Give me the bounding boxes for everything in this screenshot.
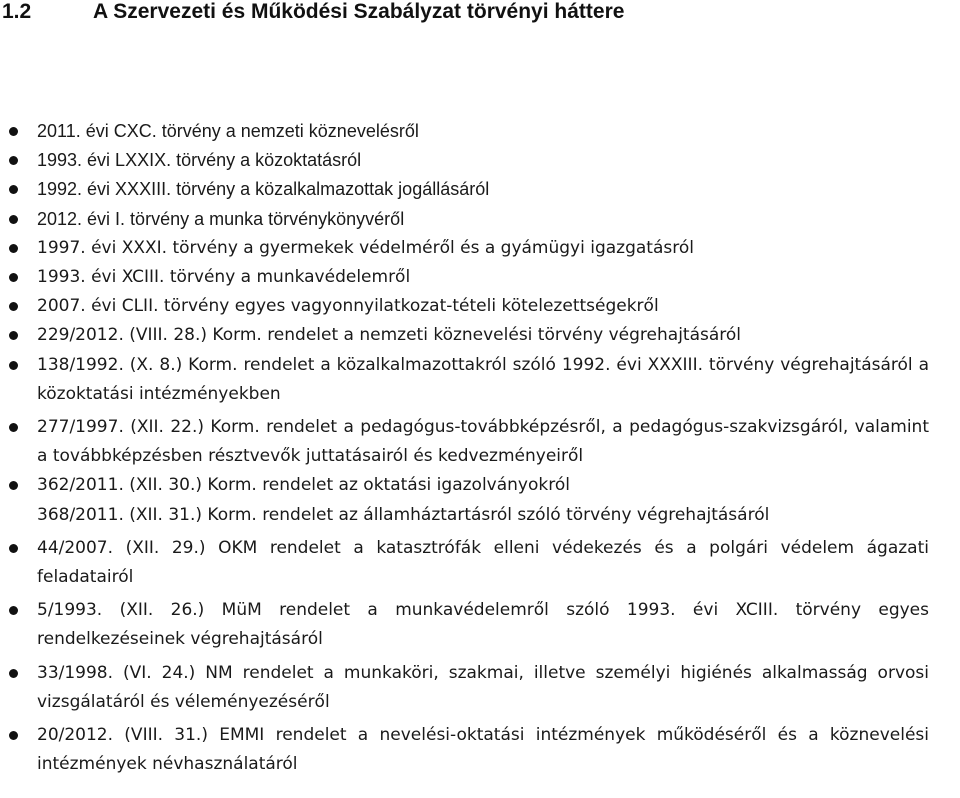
list-item [0,534,929,592]
list-item-text: 44/2007. (XII. 29.) OKM rendelet a katasztrófák elleni védekezés és a polgári védelem ágazati feladatairól [37,537,929,588]
list-item-text: 1993. évi XCIII. törvény a munkavédelemről [37,267,411,288]
list-item [0,596,929,654]
list-item-text: 362/2011. (XII. 30.) Korm. rendelet az oktatási igazolványokról [37,475,570,496]
list-item-text: 229/2012. (VIII. 28.) Korm. rendelet a nemzeti köznevelési törvény végrehajtásáról [37,325,742,346]
list-item [0,263,929,292]
list-item-text: 368/2011. (XII. 31.) Korm. rendelet az államháztartásról szóló törvény végrehajtásáról [37,504,770,525]
list-item [0,205,929,234]
list-item-text: 277/1997. (XII. 22.) Korm. rendelet a pedagógus-továbbképzésről, a pedagógus-szakvizsgáról, valamint a továbbképzésben résztvevők juttatásairól és kedvezményeiről [37,417,929,467]
list-item-text: 5/1993. (XII. 26.) MüM rendelet a munkavédelemről szóló 1993. évi XCIII. törvény egyes rendelkezéseinek végrehajtásáról [37,600,929,650]
bullet-icon [9,156,18,165]
bullet-icon [9,481,18,490]
bullet-icon [9,669,18,678]
list-item-text: 1997. évi XXXI. törvény a gyermekek védelméről és a gyámügyi igazgatásról [37,237,694,258]
bullet-icon [9,127,18,136]
list-item [0,501,929,530]
list-item-text: 1993. évi LXXIX. törvény a közoktatásról [37,150,362,171]
list-item-text: 138/1992. (X. 8.) Korm. rendelet a közalkalmazottakról szóló 1992. évi XXXIII. törvény végrehajtásáról a közoktatási intézményekben [37,354,929,404]
legal-references-list [0,117,960,779]
bullet-icon [9,185,18,194]
list-item [0,659,929,717]
list-item-text: 20/2012. (VIII. 31.) EMMI rendelet a nevelési-oktatási intézmények működéséről és a köznevelési intézmények névhasználatáról [37,725,929,775]
list-item [0,117,929,146]
list-item [0,321,929,350]
bullet-icon [9,361,18,370]
bullet-icon [9,731,18,740]
list-item-text: 2012. évi I. törvény a munka törvénykönyvéről [37,208,405,229]
list-item [0,292,929,321]
section-number: 1.2 [2,0,32,23]
section-heading [0,0,960,28]
bullet-icon [9,302,18,311]
bullet-icon [9,331,18,340]
list-item [0,234,929,263]
list-item [0,175,929,204]
list-item [0,351,929,409]
list-item-text: 2007. évi CLII. törvény egyes vagyonnyilatkozat-tételi kötelezettségekről [37,296,659,317]
bullet-icon [9,273,18,282]
list-item-text: 2011. évi CXC. törvény a nemzeti köznevelésről [37,121,419,141]
list-item [0,721,929,779]
list-item [0,146,929,175]
list-item-text: 1992. évi XXXIII. törvény a közalkalmazottak jogállásáról [37,179,490,200]
list-item [0,471,929,500]
section-title: A Szervezeti és Működési Szabályzat törvényi háttere [93,0,625,23]
list-item [0,413,929,471]
bullet-icon [9,544,18,553]
bullet-icon [9,606,18,615]
list-item-text: 33/1998. (VI. 24.) NM rendelet a munkaköri, szakmai, illetve személyi higiénés alkalmasság orvosi vizsgálatáról és véleményezéséről [37,662,929,712]
bullet-icon [9,215,18,224]
bullet-icon [9,244,18,253]
bullet-icon [9,423,18,432]
